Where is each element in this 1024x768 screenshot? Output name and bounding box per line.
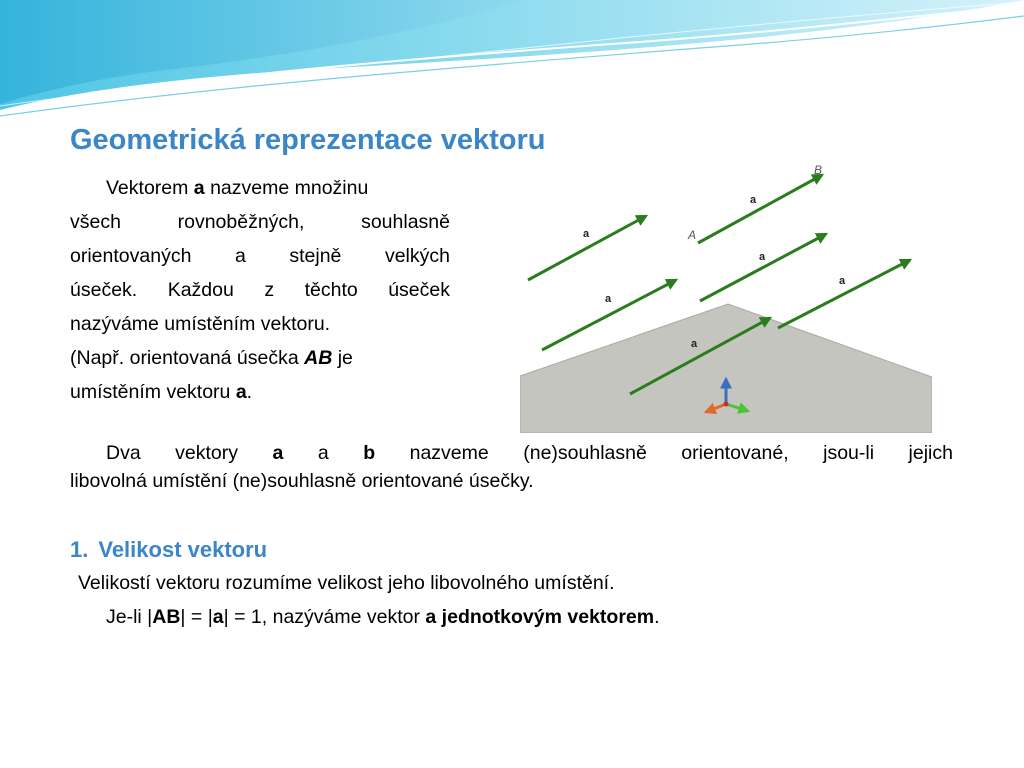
definition-line-6 [70,341,450,375]
text: umístěním vektoru [70,381,236,403]
text: . [654,606,660,628]
text: nazveme (ne)souhlasně orientované, jsou-li jejich [375,442,953,464]
section-title: Velikost vektoru [98,537,268,562]
orientation-line-1 [70,439,953,467]
point-a-label: A [688,228,697,242]
definition-line-1 [70,171,450,205]
vector-label: a [605,293,612,305]
bold-text: a [272,442,284,464]
definition-line-5: nazýváme umístěním vektoru. [70,313,331,335]
point-b-label: B [814,163,823,177]
vector-label: a [839,275,846,287]
section-number: 1. [70,537,89,562]
vector-label: a [583,228,590,240]
bold-text: a [235,381,247,403]
unit-vector-definition [106,606,660,629]
orientation-line-2: libovolná umístění (ne)souhlasně orientované úsečky. [70,470,534,492]
section-heading [70,537,267,563]
bold-text: a jednotkovým vektorem [425,606,655,628]
text: | = 1, nazýváme vektor [223,606,426,628]
orientation-paragraph [70,439,953,495]
text: . [246,381,253,403]
bold-text: b [363,442,376,464]
bold-text: a [193,177,205,199]
header-wave-decoration [0,0,1024,120]
text: je [332,347,353,369]
text: | = | [180,606,213,628]
vector-label: a [759,251,766,263]
bold-italic-text: AB [304,347,333,369]
definition-line-7 [70,375,450,409]
definition-paragraph [70,171,450,409]
definition-line-3: orientovaných a stejně velkých [70,245,450,267]
text: a [283,442,364,464]
vector-label: a [691,338,698,350]
vector-label: a [750,194,757,206]
definition-line-2: všech rovnoběžných, souhlasně [70,211,450,233]
text: Vektorem [106,177,194,199]
text: nazveme množinu [204,177,369,199]
bold-text: a [212,606,224,628]
slide-title: Geometrická reprezentace vektoru [70,124,546,156]
text: Je-li | [106,606,153,628]
vector-figure [520,157,932,433]
text: (Např. orientovaná úsečka [70,347,305,369]
magnitude-definition: Velikostí vektoru rozumíme velikost jeho libovolného umístění. [78,572,615,594]
text: Dva vektory [106,442,273,464]
bold-text: AB [152,606,181,628]
definition-line-4: úseček. Každou z těchto úseček [70,279,450,301]
